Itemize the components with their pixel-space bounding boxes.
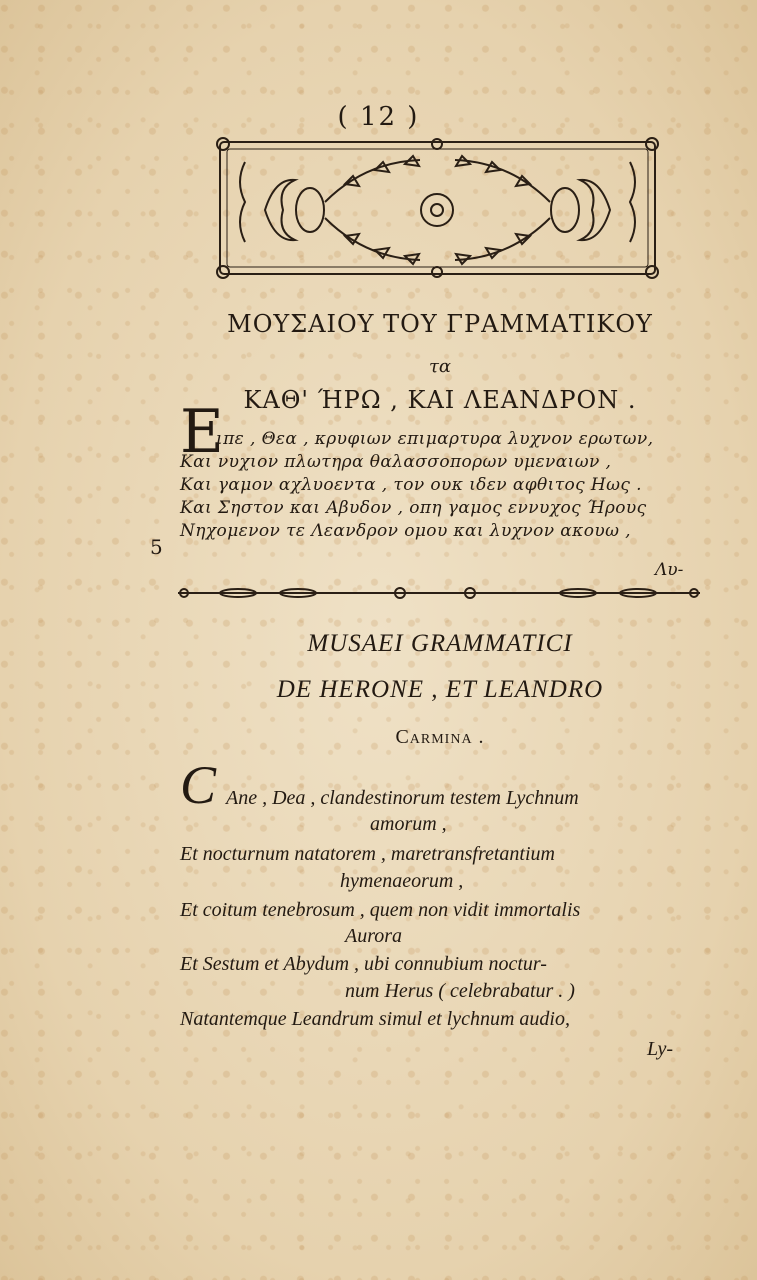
latin-verse-8: num Herus ( celebrabatur . ) bbox=[345, 980, 575, 1002]
latin-verse-5: Et coitum tenebrosum , quem non vidit immortalis bbox=[180, 899, 581, 921]
line-number: 5 bbox=[150, 535, 163, 559]
headpiece-ornament bbox=[205, 132, 670, 284]
greek-title: ΜΟΥΣΑΙΟΥ ΤΟΥ ΓΡΑΜΜΑΤΙΚΟΥ bbox=[227, 310, 653, 338]
greek-drop-cap: Ε bbox=[180, 397, 224, 467]
greek-verse-4: Και Σηστον και Αβυδον , οπη γαμος εννυχος Ήρους bbox=[180, 498, 647, 518]
greek-verse-1: ιπε , Θεα , κρυφιων επιμαρτυρα λυχνον ερωτων, bbox=[216, 429, 654, 449]
greek-catchword: Λυ- bbox=[655, 560, 684, 580]
latin-verse-2: amorum , bbox=[370, 813, 447, 835]
latin-title: MUSAEI GRAMMATICI bbox=[307, 630, 573, 657]
greek-verses bbox=[180, 428, 700, 543]
latin-verse-1: Ane , Dea , clandestinorum testem Lychnum bbox=[226, 787, 579, 809]
page-number: ( 12 ) bbox=[337, 102, 420, 132]
latin-drop-cap: C bbox=[180, 755, 217, 815]
latin-verse-3: Et nocturnum natatorem , maretransfretantium bbox=[180, 843, 555, 865]
latin-subtitle: DE HERONE , ET LEANDRO bbox=[276, 676, 604, 703]
latin-heading: Carmina . bbox=[395, 726, 485, 748]
latin-verse-6: Aurora bbox=[345, 925, 403, 947]
latin-verse-4: hymenaeorum , bbox=[340, 870, 464, 892]
greek-verse-3: Και γαμον αχλυοεντα , τον ουκ ιδεν αφθιτος Ηως . bbox=[180, 475, 642, 495]
greek-verse-5: Νηχομενον τε Λεανδρον ομου και λυχνον ακουω , bbox=[180, 521, 631, 541]
latin-verse-9: Natantemque Leandrum simul et lychnum audio, bbox=[180, 1008, 570, 1030]
greek-verse-2: Και νυχιον πλωτηρα θαλασσοπορων υμεναιων , bbox=[180, 452, 612, 472]
greek-article: τα bbox=[428, 356, 452, 377]
greek-subtitle: ΚΑΘ' ΉΡΩ , ΚΑΙ ΛΕΑΝΔΡΟΝ . bbox=[243, 386, 637, 414]
latin-verse-7: Et Sestum et Abydum , ubi connubium noctur- bbox=[180, 953, 547, 975]
divider-ornament bbox=[178, 583, 700, 603]
latin-catchword: Ly- bbox=[647, 1038, 674, 1060]
